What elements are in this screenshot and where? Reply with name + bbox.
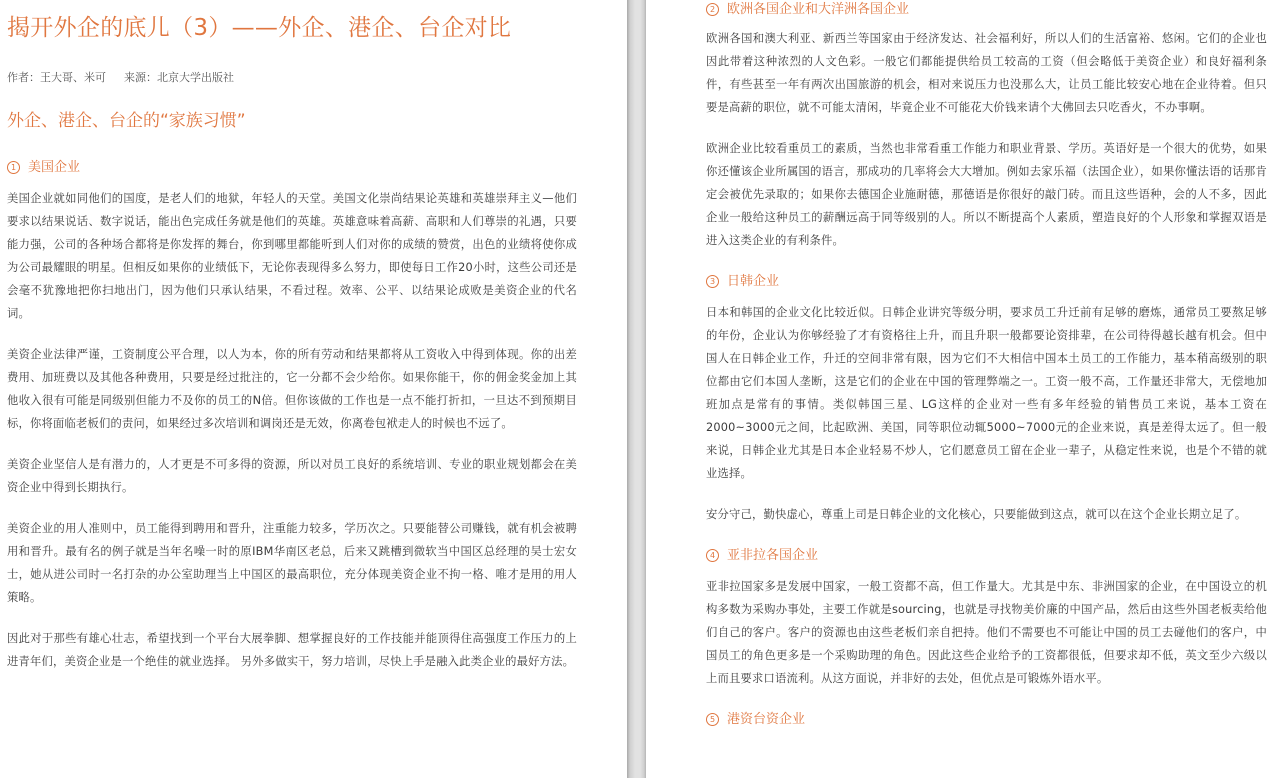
paragraph: 欧洲各国和澳大利亚、新西兰等国家由于经济发达、社会福利好，所以人们的生活富裕、悠闲。它们的企业也因此带着这种浓烈的人文色彩。一般它们都能提供给员工较高的工资（但会略低于美资企业）和良好福利条件，有些甚至一年有两次出国旅游的机会，相对来说压力也没那么大，让员工能比较安心地在企业待着。但只要是高薪的职位，就不可能太清闲，毕竟企业不可能花大价钱来请个大佛回去只吃香火，不办事啊。	[706, 32, 1267, 114]
byline	[7, 70, 577, 86]
circled-number-icon: 4	[706, 549, 719, 562]
paragraph: 美资企业法律严谨，工资制度公平合理，以人为本，你的所有劳动和结果都将从工资收入中得到体现。你的出差费用、加班费以及其他各种费用，只要是经过批注的，它一分都不会少给你。如果你能干，你的佣金奖金加上其他收入很有可能是同级别但能力不及你的员工的N倍。但你该做的工作也是一点不能打折扣，一旦达不到预期目标，你将面临老板们的责问，如果经过多次培训和调岗还是无效，你离卷包袱走人的时候也不远了。	[7, 348, 577, 430]
circled-number-icon: 1	[7, 161, 20, 174]
document-title: 揭开外企的底儿（3）——外企、港企、台企对比	[7, 15, 512, 41]
section-heading: 外企、港企、台企的“家族习惯”	[7, 111, 246, 131]
paragraph: 欧洲企业比较看重员工的素质，当然也非常看重工作能力和职业背景、学历。英语好是一个很大的优势，如果你还懂该企业所属国的语言，那成功的几率将会大大增加。例如去家乐福（法国企业），如果你懂法语的话那肯定会被优先录取的；如果你去德国企业施耐德，那德语是你很好的敲门砖。而且这些语种，会的人不多，因此企业一般给这种员工的薪酬远高于同等级别的人。所以不断提高个人素质，塑造良好的个人形象和掌握双语是进入这类企业的有利条件。	[706, 142, 1267, 247]
subsection-heading-4	[706, 546, 1267, 566]
subsection-title: 亚非拉各国企业	[727, 548, 819, 563]
paragraph: 因此对于那些有雄心壮志，希望找到一个平台大展拳脚、想掌握良好的工作技能并能顶得住高强度工作压力的上进青年们，美资企业是一个绝佳的就业选择。 另外多做实干，努力培训，尽快上手是融入此类企业的最好方法。	[7, 632, 577, 668]
paragraph: 美资企业的用人准则中，员工能得到聘用和晋升，注重能力较多，学历次之。只要能替公司赚钱，就有机会被聘用和晋升。最有名的例子就是当年名噪一时的原IBM华南区老总，后来又跳槽到微软当中国区总经理的吴士宏女士，她从进公司时一名打杂的办公室助理当上中国区的最高职位，充分体现美资企业不拘一格、唯才是用的用人策略。	[7, 522, 577, 604]
page-gutter	[627, 0, 646, 778]
paragraph: 美资企业坚信人是有潜力的，人才更是不可多得的资源，所以对员工良好的系统培训、专业的职业规划都会在美资企业中得到长期执行。	[7, 458, 577, 494]
subsection-title: 港资台资企业	[727, 712, 806, 727]
author-line: 作者：王大哥、米可	[7, 71, 106, 84]
document-page-left	[0, 0, 627, 778]
paragraph: 亚非拉国家多是发展中国家，一般工资都不高，但工作量大。尤其是中东、非洲国家的企业，在中国设立的机构多数为采购办事处，主要工作就是sourcing，也就是寻找物美价廉的中国产品，然后由这些外国老板卖给他们自己的客户。客户的资源也由这些老板们亲自把持。他们不需要也不可能让中国的员工去碰他们的客户，中国员工的角色更多是一个采购助理的角色。因此这些企业给予的工资都很低，但要求却不低，英文至少六级以上而且要求口语流利。从这方面说，并非好的去处，但优点是可锻炼外语水平。	[706, 580, 1267, 685]
paragraph: 安分守己，勤快虚心，尊重上司是日韩企业的文化核心，只要能做到这点，就可以在这个企业长期立足了。	[706, 508, 1247, 521]
subsection-heading-3	[706, 272, 1267, 292]
circled-number-icon: 2	[706, 3, 719, 16]
subsection-heading-1	[7, 158, 577, 178]
subsection-title: 美国企业	[28, 160, 81, 175]
subsection-heading-2	[706, 0, 1267, 20]
paragraph: 美国企业就如同他们的国度，是老人们的地狱，年轻人的天堂。美国文化崇尚结果论英雄和英雄崇拜主义—他们要求以结果说话、数字说话，能出色完成任务就是他们的英雄。英雄意味着高薪、高职和人们尊崇的礼遇，只要能力强，公司的各种场合都将是你发挥的舞台，你到哪里都能听到人们对你的成绩的赞赏，出色的业绩将使你成为公司最耀眼的明星。但相反如果你的业绩低下，无论你表现得多么努力，即使每日工作20小时，这些公司还是会毫不犹豫地把你扫地出门，因为他们只承认结果，不看过程。效率、公平、以结果论成败是美资企业的代名词。	[7, 192, 577, 320]
document-page-right	[646, 0, 1267, 778]
circled-number-icon: 3	[706, 275, 719, 288]
circled-number-icon: 5	[706, 713, 719, 726]
subsection-title: 欧洲各国企业和大洋洲各国企业	[727, 2, 910, 17]
source-line: 来源：北京大学出版社	[124, 71, 234, 84]
subsection-heading-5	[706, 710, 1267, 730]
paragraph: 日本和韩国的企业文化比较近似。日韩企业讲究等级分明，要求员工升迁前有足够的磨炼，通常员工要熬足够的年份，企业认为你够经验了才有资格往上升，而且升职一般都要论资排辈，在公司待得越长越有机会。但中国人在日韩企业工作，升迁的空间非常有限，因为它们不大相信中国本土员工的工作能力，基本稍高级别的职位都由它们本国人垄断，这是它们的企业在中国的管理弊端之一。工资一般不高，工作量还非常大，无偿地加班加点是常有的事情。类似韩国三星、LG这样的企业对一些有多年经验的销售员工来说，基本工资在2000~3000元之间，比起欧洲、美国，同等职位动辄5000~7000元的企业来说，真是差得太远了。但一般来说，日韩企业尤其是日本企业轻易不炒人，它们愿意员工留在企业一辈子，从稳定性来说，也是个不错的就业选择。	[706, 306, 1267, 480]
subsection-title: 日韩企业	[727, 274, 780, 289]
